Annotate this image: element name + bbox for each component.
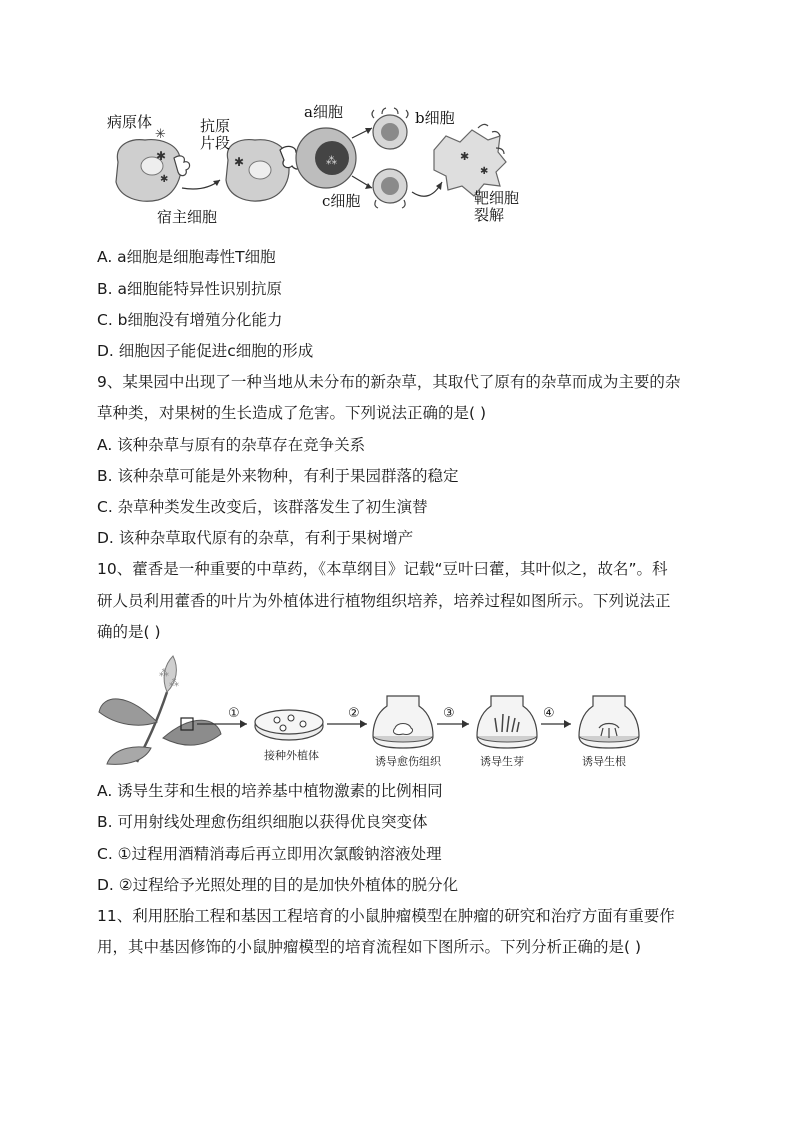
- q10-option-c: C. ①过程用酒精消毒后再立即用次氯酸钠溶液处理: [97, 845, 442, 863]
- step-2-label: ②: [348, 706, 360, 721]
- leaf-low: [107, 747, 151, 764]
- svg-text:✳: ✳: [155, 127, 166, 142]
- svg-text:⁂: ⁂: [159, 668, 169, 679]
- label-fragment: 片段: [200, 134, 231, 152]
- q10-option-b: B. 可用射线处理愈伤组织细胞以获得优良突变体: [97, 813, 428, 831]
- svg-text:✱: ✱: [156, 149, 167, 163]
- q10-option-d: D. ②过程给予光照处理的目的是加快外植体的脱分化: [97, 876, 459, 894]
- q8-option-c: C. b细胞没有增殖分化能力: [97, 311, 283, 329]
- tissue-culture-figure: [97, 652, 642, 772]
- q9-option-a: A. 该种杂草与原有的杂草存在竞争关系: [97, 436, 366, 454]
- label-pathogen: 病原体: [107, 113, 153, 131]
- q9-stem-line-1: 9、某果园中出现了一种当地从未分布的新杂草，其取代了原有的杂草而成为主要的杂: [97, 373, 681, 391]
- q9-option-b: B. 该种杂草可能是外来物种，有利于果园群落的稳定: [97, 467, 459, 485]
- label-antigen: 抗原: [200, 117, 231, 135]
- q10-stem-line-2: 研人员利用藿香的叶片为外植体进行植物组织培养，培养过程如图所示。下列说法正: [97, 592, 671, 610]
- label-lysis: 裂解: [474, 206, 505, 224]
- q8-option-a: A. a细胞是细胞毒性T细胞: [97, 248, 276, 266]
- step-4-label: ④: [543, 706, 555, 721]
- svg-text:✱: ✱: [460, 150, 470, 163]
- leaf-left: [99, 699, 157, 725]
- q9-stem-line-2: 草种类，对果树的生长造成了危害。下列说法正确的是( ): [97, 404, 487, 422]
- label-c-cell: c细胞: [322, 192, 361, 210]
- step-3-label: ③: [443, 706, 455, 721]
- q10-option-a: A. 诱导生芽和生根的培养基中植物激素的比例相同: [97, 782, 443, 800]
- svg-text:✱: ✱: [234, 155, 245, 169]
- label-induce-root: 诱导生根: [582, 755, 626, 768]
- q9-option-c: C. 杂草种类发生改变后，该群落发生了初生演替: [97, 498, 428, 516]
- label-induce-shoot: 诱导生芽: [480, 755, 524, 768]
- svg-text:✱: ✱: [160, 174, 169, 185]
- label-b-cell: b细胞: [415, 109, 455, 127]
- q11-stem-line-1: 11、利用胚胎工程和基因工程培育的小鼠肿瘤模型在肿瘤的研究和治疗方面有重要作: [97, 907, 675, 925]
- svg-text:⁂: ⁂: [169, 678, 179, 689]
- label-inoculate-explant: 接种外植体: [264, 749, 319, 762]
- label-host-cell: 宿主细胞: [157, 208, 218, 226]
- step-1-label: ①: [228, 706, 240, 721]
- q9-option-d: D. 该种杂草取代原有的杂草，有利于果树增产: [97, 529, 414, 547]
- q10-stem-line-1: 10、藿香是一种重要的中草药，《本草纲目》记载“豆叶曰藿，其叶似之，故名”。科: [97, 560, 668, 578]
- svg-text:⁂: ⁂: [326, 154, 337, 167]
- q11-stem-line-2: 用，其中基因修饰的小鼠肿瘤模型的培育流程如下图所示。下列分析正确的是( ): [97, 938, 642, 956]
- q10-stem-line-3: 确的是( ): [97, 623, 161, 641]
- label-target-cell: 靶细胞: [474, 189, 520, 207]
- svg-text:✱: ✱: [480, 166, 489, 177]
- label-induce-callus: 诱导愈伤组织: [375, 755, 441, 768]
- q8-option-b: B. a细胞能特异性识别抗原: [97, 280, 282, 298]
- label-a-cell: a细胞: [304, 103, 343, 121]
- q8-option-d: D. 细胞因子能促进c细胞的形成: [97, 342, 314, 360]
- lysed-target-cell: [434, 130, 506, 196]
